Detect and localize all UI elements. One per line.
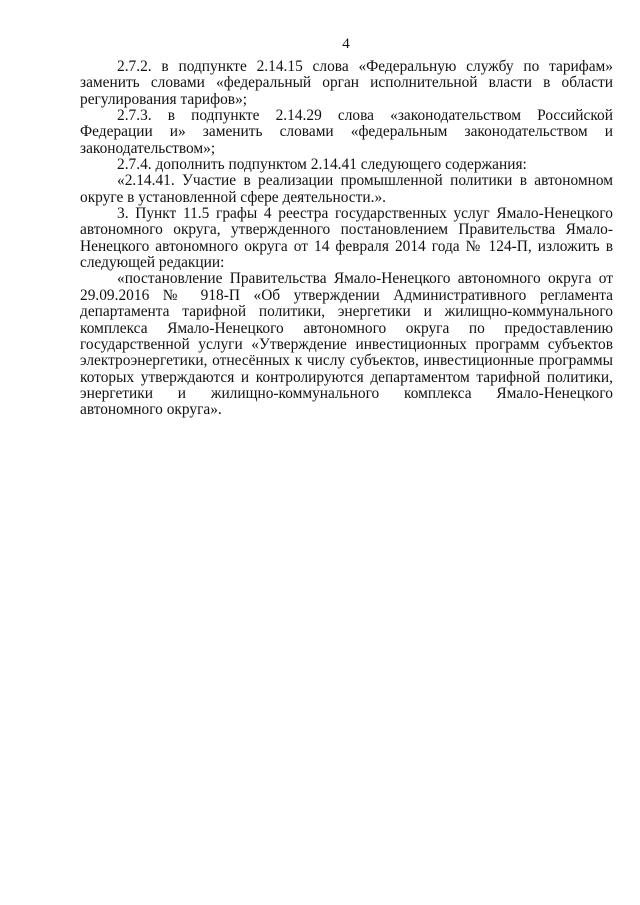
page-number: 4 — [342, 36, 350, 52]
paragraph-2-14-41-quote: «2.14.41. Участие в реализации промышленной политики в автономном округе в установленной сфере деятельности.». — [80, 172, 613, 206]
paragraph-3: 3. Пункт 11.5 графы 4 реестра государственных услуг Ямало-Ненецкого автономного округа, утвержденного постановлением Правительства Ямало-Ненецкого автономного округа от 14 февраля 2014 года № 124-П, изложить в следующей редакции: — [80, 205, 613, 272]
paragraph-2-7-3: 2.7.3. в подпункте 2.14.29 слова «законодательством Российской Федерации и» заменить словами «федеральным законодательством и законодательством»; — [80, 107, 613, 157]
paragraph-2-7-4: 2.7.4. дополнить подпунктом 2.14.41 следующего содержания: — [117, 156, 527, 174]
paragraph-2-7-2: 2.7.2. в подпункте 2.14.15 слова «Федеральную службу по тарифам» заменить словами «федеральный орган исполнительной власти в области регулирования тарифов»; — [80, 58, 613, 108]
document-body — [80, 59, 613, 419]
paragraph-3-new-wording: «постановление Правительства Ямало-Ненецкого автономного округа от 29.09.2016 № 918-П «Об утверждении Административного регламента департамента тарифной политики, энергетики и жилищно-коммунального комплекса Ямало-Ненецкого автономного округа по предоставлению государственной услуги «Утверждение инвестиционных программ субъектов электроэнергетики, отнесённых к числу субъектов, инвестиционные программы которых утверждаются и контролируются департаментом тарифной политики, энергетики и жилищно-коммунального комплекса Ямало-Ненецкого автономного округа». — [80, 270, 613, 419]
